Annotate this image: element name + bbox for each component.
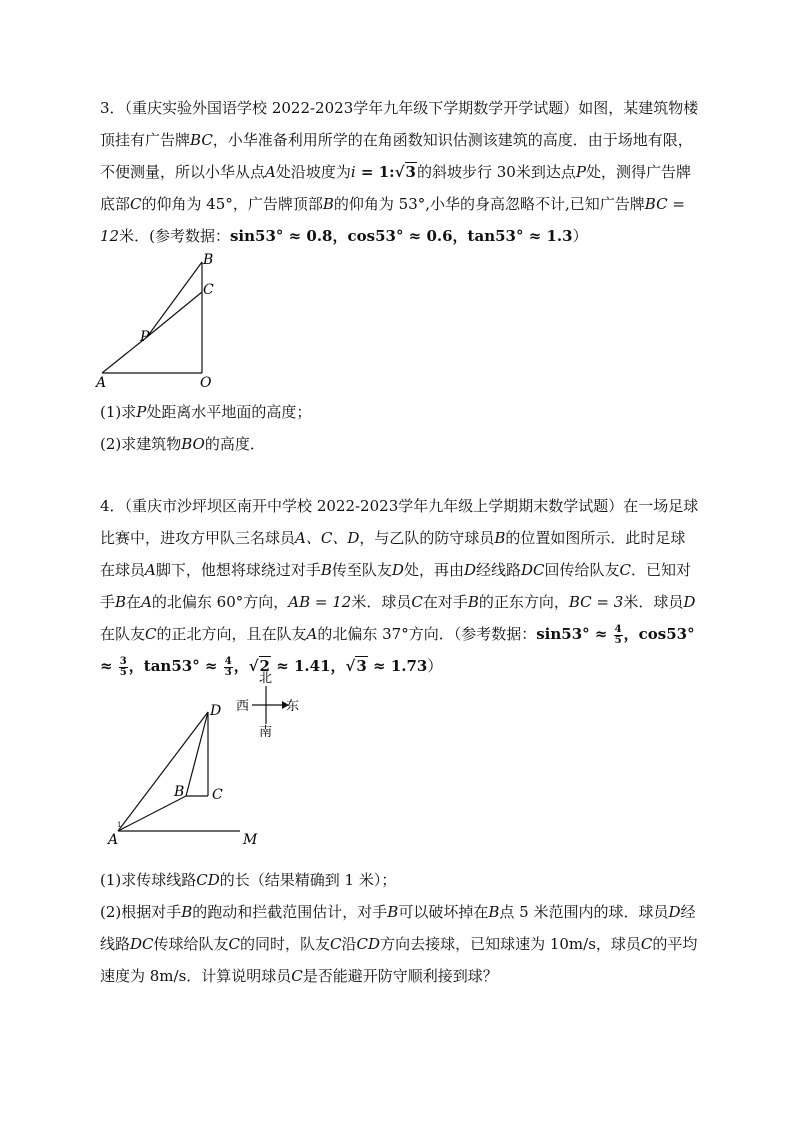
text: 的跑动和拦截范围估计，对手	[192, 903, 388, 921]
text: 的长（结果精确到 1 米）；	[219, 871, 397, 889]
var: i	[350, 163, 356, 181]
var: B	[494, 529, 506, 547]
text: 的北偏东 37°方向．（参考数据：	[317, 625, 537, 643]
segment-BD	[186, 712, 208, 796]
sqrt-radicand: 2	[259, 657, 270, 675]
text: 在对手	[422, 593, 468, 611]
text: 处沿坡度为	[275, 163, 351, 181]
compass-south: 南	[259, 725, 273, 740]
var: BO	[181, 435, 205, 453]
var: P	[136, 403, 147, 421]
frac-sin	[614, 625, 623, 646]
label-C: C	[203, 282, 214, 298]
var: C	[228, 935, 241, 953]
problem-3	[100, 92, 700, 252]
text: 米．球员	[351, 593, 412, 611]
var: C	[330, 935, 342, 953]
text: 的正东方向，	[478, 593, 569, 611]
text: 传球给队友	[153, 935, 229, 953]
problem-3-text	[100, 92, 700, 252]
frac-num: 4	[224, 655, 232, 667]
text: ）	[427, 657, 443, 675]
var: A	[141, 593, 152, 611]
text: 的北偏东 60°方向，	[151, 593, 289, 611]
var: D	[391, 561, 404, 579]
label-A: A	[108, 832, 119, 848]
figure-3	[90, 250, 230, 395]
text: 沿	[341, 935, 357, 953]
var: B	[115, 593, 127, 611]
text: (1)求传球线路	[100, 871, 197, 889]
frac-den: 3	[224, 666, 232, 678]
text: 米．球员	[623, 593, 684, 611]
ref-sin: sin53° ≈	[536, 625, 613, 643]
text: 处距离水平地面的高度；	[146, 403, 312, 421]
frac-den: 5	[614, 634, 622, 646]
problem-4-question-2	[100, 896, 700, 992]
ref-tan: ，tan53° ≈	[128, 657, 223, 675]
var: D	[668, 903, 681, 921]
var: BC	[190, 131, 213, 149]
text: 的正北方向，且在队友	[156, 625, 307, 643]
text: 处，再由	[403, 561, 464, 579]
text: 的斜坡步行 30米到达点	[416, 163, 576, 181]
var: B	[181, 903, 193, 921]
var: BC = 12	[100, 195, 685, 245]
var: C	[640, 935, 653, 953]
problem-source: （重庆实验外国语学校 2022-2023学年九年级下学期数学开学试题）	[124, 99, 579, 117]
segment-AD	[118, 712, 208, 831]
text: 可以破坏掉在	[398, 903, 489, 921]
slope-eq: = 1:	[355, 163, 395, 181]
ref-sqrt3-value: ≈ 1.73	[367, 657, 428, 675]
text: 的仰角为 45°，广告牌顶部	[141, 195, 323, 213]
var: B	[322, 195, 334, 213]
text: 经线路	[100, 903, 696, 953]
problem-number: 4．	[100, 497, 125, 515]
var: AB = 12	[288, 593, 352, 611]
label-B: B	[174, 784, 185, 800]
var: A	[265, 163, 276, 181]
text: 点 5 米范围内的球．球员	[499, 903, 669, 921]
text: 的位置如图所示．此时足球在球员	[100, 529, 686, 579]
text: 的同时，队友	[240, 935, 331, 953]
var: BC = 3	[568, 593, 624, 611]
problem-4	[100, 490, 700, 682]
text: (2)根据对手	[100, 903, 182, 921]
text: 在队友	[100, 625, 146, 643]
text: 的高度．	[204, 435, 265, 453]
ref-sqrt2-value: ≈ 1.41，	[270, 657, 346, 675]
var: P	[575, 163, 586, 181]
text: 回传给队友	[544, 561, 620, 579]
frac-num: 3	[119, 655, 127, 667]
text: 米．(参考数据：	[119, 227, 230, 245]
text: 方向去接球，已知球速为 10m/s，球员	[380, 935, 641, 953]
text: (2)求建筑物	[100, 435, 182, 453]
figure-4	[100, 660, 320, 855]
var: B	[488, 903, 500, 921]
var: A、C、D	[295, 529, 360, 547]
sqrt-sign: √	[394, 163, 405, 181]
problem-source: （重庆市沙坪坝区南开中学校 2022-2023学年九年级上学期期末数学试题）	[124, 497, 624, 515]
text: 的平均速度为 8m/s．计算说明球员	[100, 935, 698, 985]
var: A	[306, 625, 318, 643]
text: 是否能避开防守顺利接到球？	[302, 967, 498, 985]
problem-4-text	[100, 490, 700, 682]
label-M: M	[243, 832, 258, 848]
var: A	[145, 561, 156, 579]
text: ，与乙队的防守球员	[359, 529, 495, 547]
var: C	[619, 561, 632, 579]
comma: ，√	[233, 657, 259, 675]
text: ）	[572, 227, 588, 245]
text: 如图，某建筑物楼顶挂有广告牌	[100, 99, 699, 149]
frac-den: 5	[119, 666, 127, 678]
angle-mark: 1	[117, 821, 122, 829]
var: C	[411, 593, 423, 611]
text: (1)求	[100, 403, 137, 421]
problem-3-question-1	[100, 396, 700, 428]
segment-AB	[118, 796, 186, 831]
label-C: C	[212, 787, 223, 803]
var: C	[130, 195, 142, 213]
sqrt-radicand: 3	[405, 163, 416, 181]
problem-3-question-2	[100, 428, 700, 460]
var: C	[291, 967, 303, 985]
text: ，小华准备利用所学的在角函数知识估测该建筑的高度．由于场地有限，不便测量，所以小华从点	[100, 131, 693, 181]
problem-number: 3．	[100, 99, 125, 117]
label-D: D	[210, 703, 222, 719]
text: 脚下，他想将球绕过对手	[155, 561, 321, 579]
label-B: B	[203, 252, 214, 268]
ref-cos: ，cos53° ≈	[100, 625, 695, 675]
var: DC	[130, 935, 154, 953]
var: CD	[196, 871, 220, 889]
var: DC	[521, 561, 545, 579]
problem-4-question-1	[100, 864, 700, 896]
frac-num: 4	[614, 623, 622, 635]
sqrt-radicand: 3	[356, 657, 367, 675]
label-A: A	[96, 375, 107, 391]
text: 经线路	[476, 561, 522, 579]
var: C	[145, 625, 157, 643]
label-P: P	[140, 329, 150, 345]
text: 在一场足球比赛中，进攻方甲队三名球员	[100, 497, 699, 547]
reference-data: sin53° ≈ 0.8，cos53° ≈ 0.6，tan53° ≈ 1.3	[229, 227, 573, 245]
text: 处，测得广告牌底部	[100, 163, 691, 213]
text: ．已知对手	[100, 561, 692, 611]
var: D	[463, 561, 476, 579]
var: CD	[356, 935, 381, 953]
var: D	[683, 593, 696, 611]
sqrt-sign: √	[345, 657, 356, 675]
var: B	[320, 561, 332, 579]
label-O: O	[200, 375, 212, 391]
text: 的仰角为 53°,小华的身高忽略不计,已知广告牌	[333, 195, 645, 213]
text: 在	[126, 593, 142, 611]
var: B	[467, 593, 479, 611]
text: 传至队友	[331, 561, 392, 579]
compass-east: 东	[286, 699, 300, 714]
compass-north: 北	[259, 671, 273, 686]
compass-west: 西	[236, 699, 250, 714]
var: B	[387, 903, 399, 921]
